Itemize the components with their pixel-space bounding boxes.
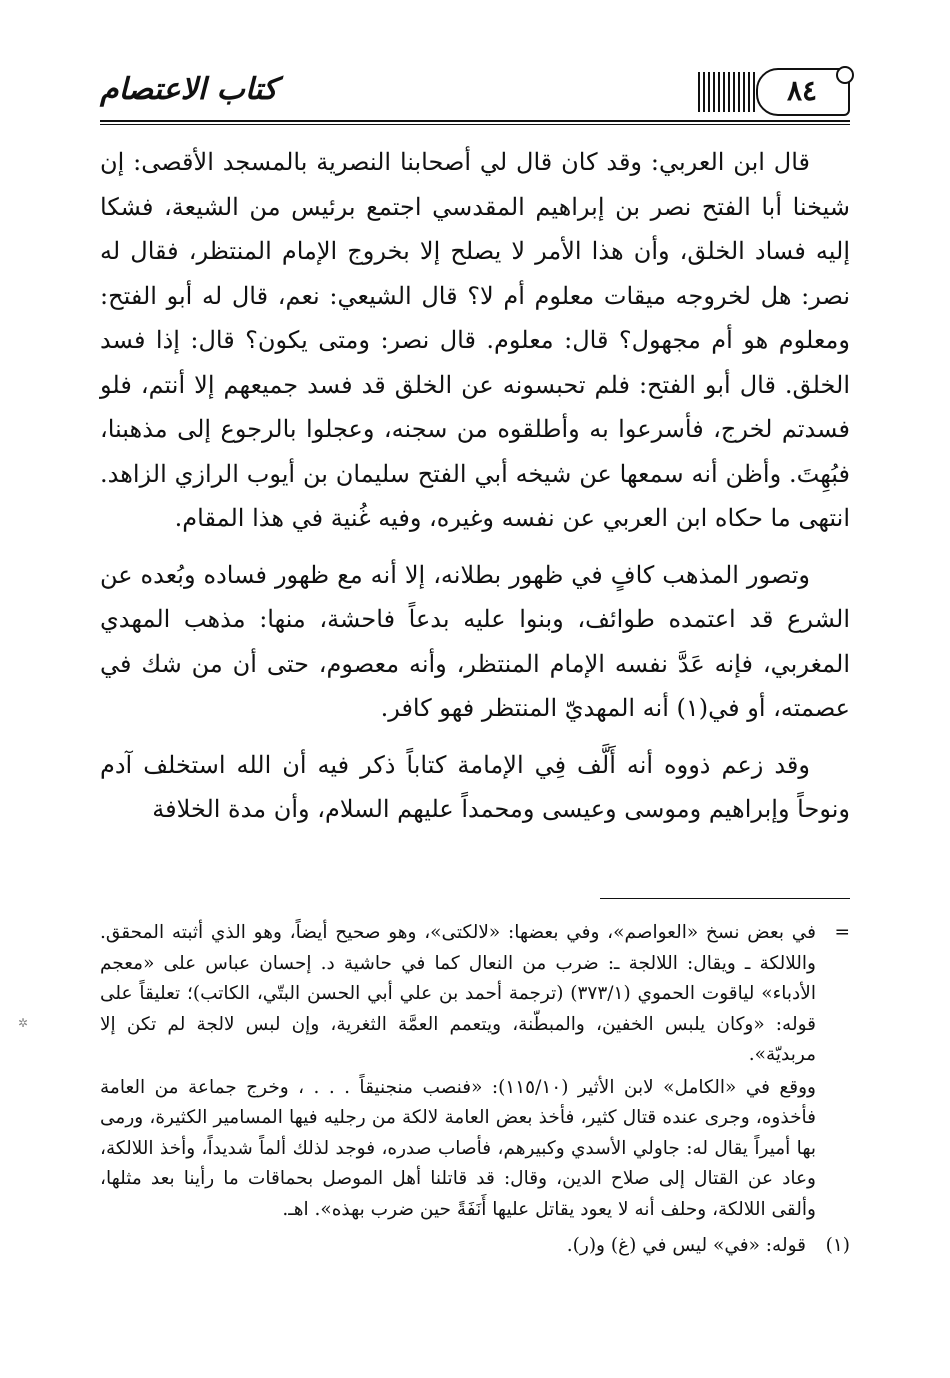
- footnotes: [100, 918, 850, 1264]
- paragraph-1: قال ابن العربي: وقد كان قال لي أصحابنا النصرية بالمسجد الأقصى: إن شيخنا أبا الفتح نصر بن إبراهيم المقدسي اجتمع برئيس من الشيعة، فشكا إليه فساد الخلق، وأن هذا الأمر لا يصلح إلا بخروج الإمام المنتظر، فقال له نصر: هل لخروجه ميقات معلوم أم لا؟ قال الشيعي: نعم، قال له أبو الفتح: ومعلوم هو أم مجهول؟ قال: معلوم. قال نصر: ومتى يكون؟ قال: إذا فسد الخلق. قال أبو الفتح: فلم تحبسونه عن الخلق قد فسد جميعهم إلا أنتم، فلو فسدتم لخرج، فأسرعوا به وأطلقوه من سجنه، وعجلوا بالرجوع إلى مذهبنا، فبُهِتَ. وأظن أنه سمعها عن شيخه أبي الفتح سليمان بن أيوب الرازي الزاهد. انتهى ما حكاه ابن العربي عن نفسه وغيره، وفيه غُنية في هذا المقام.: [100, 148, 850, 532]
- paragraph-2: وتصور المذهب كافٍ في ظهور بطلانه، إلا أنه مع ظهور فساده وبُعده عن الشرع قد اعتمده طوائف، وبنوا عليه بدعاً فاحشة، منها: مذهب المهدي المغربي، فإنه عَدَّ نفسه الإمام المنتظر، وأنه معصوم، حتى أن من شك في عصمته، أو في(١) أنه المهديّ المنتظر فهو كافر.: [100, 560, 850, 722]
- footnote-1: [100, 1231, 850, 1262]
- header-ornament: [698, 72, 758, 112]
- header-rule-thin: [100, 124, 850, 125]
- footnote-continuation: [100, 918, 850, 1071]
- page-header: [100, 62, 850, 124]
- footnote-continuation-text-1: في بعض نسخ «العواصم»، وفي بعضها: «لالكتى»، وهو صحيح أيضاً، وهو الذي أثبته المحقق. واللالكة ـ ويقال: اللالجة ـ: ضرب من النعال كما في حاشية د. إحسان عباس على «معجم الأدباء» لياقوت الحموي (٣٧٣/١) (ترجمة أحمد بن علي أبي الحسن البتّي، الكاتب)؛ تعليقاً على قوله: «وكان يلبس الخفين، والمبطّنة، ويتعمم العمَّة الثغرية، وإن لبس لالجة لم تكن إلا مربديّة».: [100, 922, 816, 1065]
- scan-speck-icon: ✲: [18, 1016, 29, 1030]
- header-rule: [100, 120, 850, 122]
- running-title: كتاب الاعتصام: [100, 72, 278, 107]
- paragraph-3: وقد زعم ذووه أنه أَلَّف فِي الإمامة كتاباً ذكر فيه أن الله استخلف آدم ونوحاً وإبراهيم وموسى وعيسى ومحمداً عليهم السلام، وأن مدة الخلافة: [100, 750, 850, 823]
- footnote-continuation-text-2: ووقع في «الكامل» لابن الأثير (١١٥/١٠): «فنصب منجنيقاً . . . ، وخرج جماعة من العامة فأخذوه، وجرى عنده قتال كثير، فأخذ بعض العامة لالكة من رجليه فيها المسامير الكثيرة، ورمى بها أميراً يقال له: جاولي الأسدي وكبيرهم، فأصاب صدره، فوجد لذلك ألماً شديداً، وأخذ اللالكة، وعاد عن القتال إلى صلاح الدين، وقال: قد قاتلنا أهل الموصل بحماقات ما رأينا بعد مثلها، وألقى اللالكة، وحلف أنه لا يعود يقاتل عليها أَنَفَةً حين ضرب بهذه». اهـ.: [100, 1076, 816, 1220]
- footnote-1-marker: (١): [825, 1235, 850, 1256]
- footnote-divider: [600, 898, 850, 899]
- main-text: [100, 140, 850, 844]
- footnote-1-text: قوله: «في» ليس في (غ) و(ر).: [566, 1235, 806, 1256]
- page-number: ٨٤: [786, 74, 818, 107]
- continuation-marker: =: [834, 922, 850, 943]
- page-number-badge: [756, 68, 850, 116]
